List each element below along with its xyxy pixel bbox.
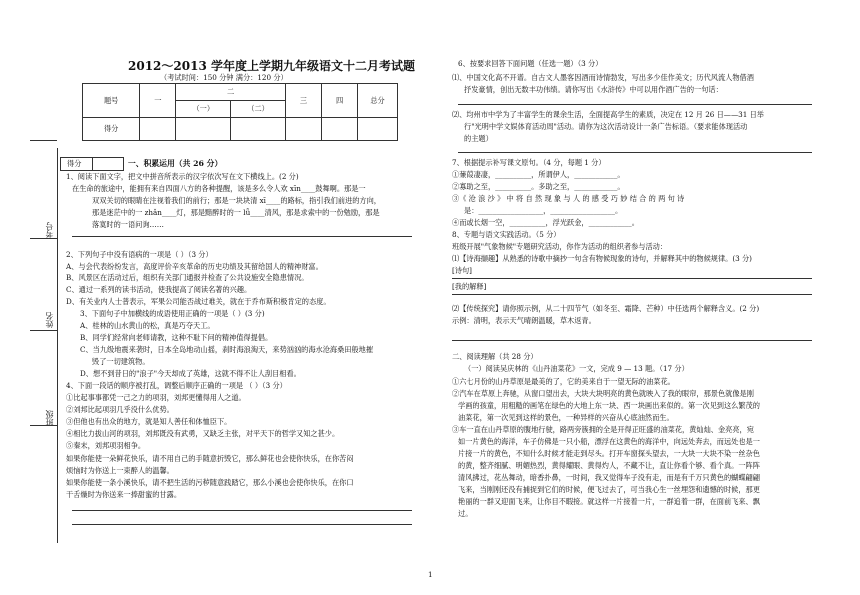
right-line: 8、专题与语文实践活动。（5 分） [452,230,561,239]
right-line: ③《 沧 浪 沙 》 中 将 自 然 现 象 与 人 的 感 受 巧 妙 结 合 的 两 句 诗 [452,194,685,203]
left-line: B、同学们经常向老师请教，这种不耻下问的精神值得提倡。 [80,333,273,342]
left-line: 毁了一切建筑物。 [92,357,150,366]
side-blank-line [30,238,57,239]
score-cell: 一 [140,84,176,118]
right-line: 如一片黄色的海洋，车子仿佛是一只小船，漂浮在这黄色的海洋中，向远处奔去，而远处也是一 [458,437,760,446]
right-line: 的黄，整齐细腻、明媚热烈，黄得耀眼、黄得灼人，不藏不让，直让你看个够、看个真。一阵阵 [458,461,760,470]
right-line: ①蒹葭凄凄，__________，所谓伊人，____________。 [452,170,625,179]
answer-line [452,278,812,279]
right-line: 二、阅读理解（共 28 分） [452,352,538,361]
right-line: 片接一片的黄色，不知什么时候才能走到尽头。打开车窗探头望去，一大块一大块不染一丝杂色 [458,449,760,458]
right-line: 抒发豪情，创出无数丰功伟绩。请你写出《水浒传》中可以用作酒广告的一句话： [464,85,723,94]
right-line: 飞来，当刚刚还没有捕捉到它们的时候，便飞过去了，可当我心生一丝埋怨和遗憾的时候，那更 [458,485,760,494]
right-line: 6、按要求回答下面问题（任选一题）（3 分） [458,59,603,68]
right-line: ②寡助之至，__________。多助之至，____________。 [452,182,625,191]
left-line: 2、下列句子中没有语病的一项是（ ）（3 分） [66,250,213,259]
side-label-name: 姓名 [45,312,54,328]
answer-line [458,104,812,105]
answer-line [452,340,812,341]
left-line: D、想不到昔日的"浪子"今天却成了英雄，这就不得不让人刮目相看。 [80,369,301,378]
answer-line [458,152,812,153]
left-line: 4、下面一段话的顺序被打乱，调整后顺序正确的一项是 （ ）（3 分） [66,381,287,390]
left-line: 1、阅读下面文字，把文中拼音所表示的汉字依次写在文下横线上。(2 分) [66,172,299,181]
answer-line [72,236,412,237]
section-heading-1: 一、积累运用（共 26 分） [128,159,223,168]
right-line: 班级开展"气象物候"专题研究活动，你作为活动的组织者参与活动： [452,242,668,251]
right-line: 是：__________________，__________________。 [464,206,623,215]
right-line: 清风拂过，花丛舞动，暗香扑鼻，一时间，我又觉得车子没有走，而是有千万只黄色的蝴蝶翩翩 [458,473,760,482]
side-label-class: 班级 [45,410,54,426]
score-cell: 得分 [83,118,140,141]
score-cell: 二 [176,84,286,101]
left-line: A、与会代表纷纷发言，高度评价辛亥革命的历史功绩及其留给国人的精神财富。 [66,262,323,271]
page-number: 1 [428,570,433,579]
answer-line [72,510,412,511]
right-line: 行"光明中学文娱体育活动周"活动。请你为这次活动设计一条广告标语。（要求能体现活动 [464,122,748,131]
right-line: ④而或长烟一空，__________，浮光跃金，____________。 [452,218,639,227]
right-line: [诗句] [452,266,472,275]
left-line: 双双关切的眼睛在注视着我们的前行；那是一块块清 xī____的路标，指引我们前进的方向， [92,196,381,205]
answer-line [72,524,412,525]
right-line: ⑴、中国文化高不开谱。自古文人墨客因酒而诗情勃发，写出多少佳作美文；历代风流人物借酒 [452,73,754,82]
right-line: ⑴【诗海撷趣】从熟悉的诗歌中摘抄一句含有物候现象的诗句，并解释其中的物候规律。(3 分) [452,254,752,263]
side-blank-line [30,330,57,331]
right-line: （一）阅读吴庆林的《山丹油菜花》一文，完成 9 — 13 题。（17 分） [464,364,689,373]
left-line: ④相比力拔山河的项羽，刘邦既没有武勇，又缺乏主张，对平天下的哲学又知之甚少。 [66,429,340,438]
right-line: ⑵、均州市中学为了丰富学生的课余生活，全面提高学生的素质，决定在 12 月 26 日——31 日举 [452,110,764,119]
right-line: 学画的孩童，用粗糙的画笔在绿色的大地上东一块、西一块画出来似的。第一次见到这么繁茂的 [458,401,760,410]
score-cell: 四 [322,84,358,118]
right-line: ①六七月份的山丹草原是最美的了，它的美来自于一望无际的油菜花。 [452,377,675,386]
left-line: ③但他也有出众的地方，就是知人善任和体恤臣下。 [66,417,232,426]
left-line: ⑤秦末，刘邦项羽相争。 [66,441,146,450]
page-title: 2012～2013 学年度上学期九年级语文十二月考试题 [128,59,415,73]
score-cell: 三 [286,84,322,118]
right-line: 油菜花，第一次见到这样的景色，一种异样的兴奋从心底油然而生。 [458,413,674,422]
right-line: [我的解释] [452,282,487,291]
left-line: ①比起事事都凭一己之力的项羽，刘邦更懂得用人之道。 [66,393,246,402]
right-line: 的主题） [464,134,493,143]
exam-subtitle: （考试时间：150 分钟 满分：120 分） [160,73,288,82]
score-cell: 总分 [358,84,398,118]
answer-line [452,294,812,295]
left-line: 如果你能使一条小溪快乐，请不把生活的污秽随意践踏它，那么小溪也会使你快乐，在你口 [66,478,354,487]
left-line: 3、下面句子中加横线的成语使用正确的一项是（ ）(3 分) [80,309,265,318]
left-line: 如果你能使一朵鲜花快乐，请不用自己的手随意折毁它，那么鲜花也会使你快乐，在你苦闷 [66,454,354,463]
left-line: C、通过一系列的读书活动，使我提高了阅读名著的兴趣。 [66,285,252,294]
right-line: 艳丽的一群又迎面飞来，让你目不暇接。就这样一片接着一片，一群追着一群，在面前飞来、飘 [458,497,760,506]
left-line: B、风景区在活动过后，组织有关部门通报并检查了公共设施安全隐患情况。 [66,273,309,282]
side-blank-line [30,140,57,141]
right-line: 7、根据提示补写课文原句。（4 分，每题 1 分） [452,158,606,167]
left-line: 那是迷茫中的一 zhǎn____灯，那是黯醉时的一 lǚ____清风，那是求索中的一份勉励，那是 [92,208,380,217]
score-table [82,83,398,141]
side-blank-line [30,425,57,426]
left-line: 烦恼时为你送上一束醉人的温馨。 [66,466,174,475]
right-line: ②汽车在草原上奔驰，从窗口望出去，大块大块明亮的黄色就映入了我的眼帘，那景色就像是刚 [452,389,754,398]
left-line: 干舌燥时为你送来一捧甜蜜的甘露。 [66,490,182,499]
left-line: ②刘邦比起项羽几乎没什么优势。 [66,405,174,414]
score-cell: （二） [231,101,286,118]
right-line: 过。 [458,509,473,518]
right-line: 示例：清明，表示天气晴朗温暖，草木返青。 [452,316,596,325]
left-line: D、有关业内人士普表示，军果公司能否战过难关，就在于乔布斯积极肯定的态度。 [66,297,331,306]
left-line: C、当九级地震来袭时，日本全岛地动山摇，刹时海浪淘天，来势汹汹的海水沧海桑田般地摧 [80,345,374,354]
score-box-divider [92,157,93,171]
side-label-exam-number: 考号 [45,222,54,238]
left-line: A、桂林的山水黄山的松，真是巧夺天工。 [80,321,215,330]
binding-line [57,148,58,543]
score-cell: （一） [176,101,231,118]
right-line: ③车一直在山丹草原的腹地行驶，路两旁簇拥的全是开得正旺盛的油菜花，黄灿灿、金亮亮，宛 [452,425,754,434]
score-cell: 题号 [83,84,140,118]
left-line: 落寞时的一语问询…… [92,220,164,229]
score-box-label: 得分 [67,159,82,168]
left-line: 在生命的旅途中，能拥有来自四面八方的各种提醒，该是多么令人欢 xīn____鼓舞啊。那是一 [72,184,366,193]
right-line: ⑵【传统探究】请你照示例，从二十四节气（如冬至、霜降、芒种）中任选两个解释含义。(2 分) [452,304,760,313]
